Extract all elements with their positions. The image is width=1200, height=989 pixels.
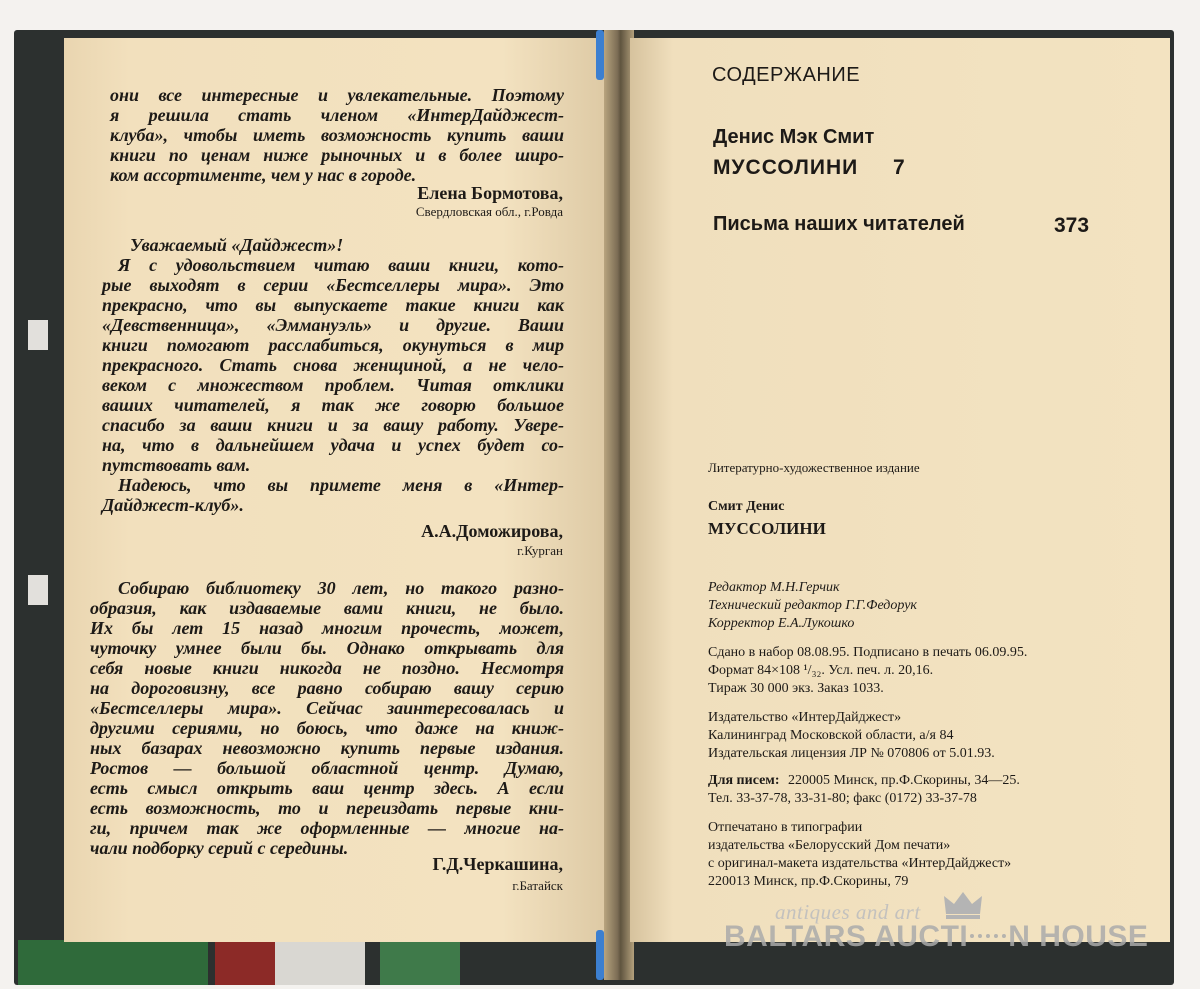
publisher-line: Калининград Московской области, а/я 84 (708, 728, 954, 743)
letter3-line: другими сериями, но боюсь, что даже на книж- (90, 718, 564, 738)
imprint-author: Смит Денис (708, 499, 785, 514)
editor-line: Редактор М.Н.Герчик (708, 580, 840, 595)
letter1-signature: Елена Бормотова, (417, 183, 563, 203)
letter3-line: образия, как издаваемые вами книги, не было. (90, 598, 564, 618)
cover-white-stripe (275, 940, 365, 985)
letter3-line: Ростов — большой областной центр. Думаю, (90, 758, 564, 778)
letter1-place: Свердловская обл., г.Ровда (415, 204, 563, 219)
letter2-line: прекрасного. Стать снова женщиной, а не чело- (102, 355, 564, 375)
watermark-main (724, 920, 1148, 954)
letter1-line: книги по ценам ниже рыночных и в более широ- (110, 145, 564, 165)
letter2-line: ваших читателей, я так же говорю большое (102, 395, 564, 415)
letter3-line: себя новые книги никогда не поздно. Несмотря (90, 658, 564, 678)
letter2-place: г.Курган (517, 543, 563, 558)
watermark-dots-o (968, 922, 1008, 950)
letter3-line: чали подборку серий с середины. (90, 838, 349, 858)
cover-tab (28, 320, 48, 350)
publisher-line: Издательство «ИнтерДайджест» (708, 710, 902, 725)
print-details-line: Формат 84×108 ¹/₃₂. Усл. печ. л. 20,16. (708, 663, 934, 678)
publisher-line: Издательская лицензия ЛР № 070806 от 5.01.93. (708, 746, 995, 761)
letter3-signature: Г.Д.Черкашина, (432, 854, 563, 874)
letter3-line: ных базарах невозможно купить первые издания. (90, 738, 564, 758)
letter2-line: книги помогают расслабиться, окунуться в мир (102, 335, 564, 355)
editor-line: Технический редактор Г.Г.Федорук (708, 598, 917, 613)
imprint-title: МУССОЛИНИ (708, 519, 826, 538)
letter2-line: Надеюсь, что вы примете меня в «Интер- (118, 475, 564, 495)
letter2-line: спасибо за ваши книги и за вашу работу. Увере- (102, 415, 564, 435)
letter2-line: на, что в дальнейшем удача и успех будет со- (102, 435, 564, 455)
toc-letters-page: 373 (1054, 214, 1090, 237)
cover-green-stripe-2 (380, 940, 460, 985)
contents-heading: СОДЕРЖАНИЕ (712, 64, 861, 86)
crown-icon (942, 890, 984, 920)
letter2-line: Уважаемый «Дайджест»! (130, 235, 344, 255)
edition-type: Литературно-художественное издание (708, 460, 920, 475)
cover-tab (28, 575, 48, 605)
left-page (64, 38, 612, 942)
printing-line: издательства «Белорусский Дом печати» (708, 838, 951, 853)
letter2-line: рые выходят в серии «Бестселлеры мира». Это (102, 275, 564, 295)
toc-author: Денис Мэк Смит (713, 126, 875, 148)
letter1-line: они все интересные и увлекательные. Поэтому (110, 85, 564, 105)
editor-line: Корректор Е.А.Лукошко (708, 616, 855, 631)
printing-line: 220013 Минск, пр.Ф.Скорины, 79 (708, 874, 909, 889)
cover-red-stripe (215, 940, 275, 985)
letter1-line: клуба», чтобы иметь возможность купить ваши (110, 125, 564, 145)
letter3-line: ги, причем так же оформленные — многие на- (90, 818, 564, 838)
printing-line: с оригинал-макета издательства «ИнтерДайджест» (708, 856, 1012, 871)
letter1-line: ком ассортименте, чем у нас в городе. (110, 165, 417, 185)
letter3-line: чуточку умнее были бы. Однако открывать для (90, 638, 564, 658)
binding-thread (596, 30, 604, 80)
letter3-place: г.Батайск (512, 878, 563, 893)
toc-letters: Письма наших читателей (713, 213, 965, 235)
letters-label: Для писем: (708, 773, 780, 788)
watermark-main-text: BALTARS AUCTI (724, 920, 969, 953)
letter2-line: прекрасно, что вы выпускаете такие книги как (102, 295, 564, 315)
right-page (630, 38, 1170, 942)
letter3-line: Их бы лет 15 назад многим прочесть, может, (90, 618, 564, 638)
binding-thread (596, 930, 604, 980)
letter3-line: есть возможность, то и переиздать первые кни- (90, 798, 564, 818)
watermark-script: antiques and art (775, 900, 921, 924)
toc-title: МУССОЛИНИ (713, 156, 859, 179)
print-details-line: Тираж 30 000 экз. Заказ 1033. (708, 681, 884, 696)
printing-line: Отпечатано в типографии (708, 820, 863, 835)
letter2-line: «Девственница», «Эммануэль» и другие. Ваши (102, 315, 564, 335)
letter2-line: Я с удовольствием читаю ваши книги, кото- (118, 255, 564, 275)
toc-title-page: 7 (893, 156, 905, 179)
letter1-line: я решила стать членом «ИнтерДайджест- (110, 105, 564, 125)
letter3-line: Собираю библиотеку 30 лет, но такого разно- (118, 578, 564, 598)
cover-green-stripe (18, 940, 208, 985)
print-details-line: Сдано в набор 08.08.95. Подписано в печать 06.09.95. (708, 645, 1028, 660)
letter3-line: на дороговизну, все равно собираю вашу серию (90, 678, 564, 698)
letter3-line: есть смысл открыть ваш центр здесь. А если (90, 778, 564, 798)
letter2-line: путствовать вам. (102, 455, 251, 475)
phones-line: Тел. 33-37-78, 33-31-80; факс (0172) 33-37-78 (708, 791, 977, 806)
letter2-line: Дайджест-клуб». (102, 495, 244, 515)
watermark-main-end: N HOUSE (1008, 920, 1149, 953)
letters-address: 220005 Минск, пр.Ф.Скорины, 34—25. (788, 773, 1020, 788)
letter2-line: веком с множеством проблем. Читая отклики (102, 375, 564, 395)
letter3-line: «Бестселлеры мира». Сейчас заинтересовалась и (90, 698, 564, 718)
letter2-signature: А.А.Доможирова, (421, 521, 563, 541)
